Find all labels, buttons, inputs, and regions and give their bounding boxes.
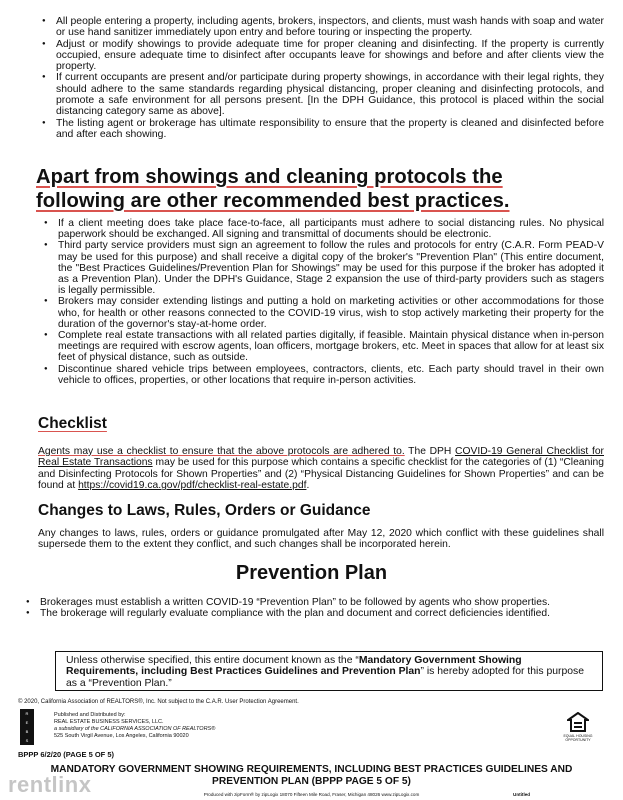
prevention-plan-heading: Prevention Plan bbox=[235, 562, 388, 584]
best-practices-list bbox=[36, 218, 604, 386]
showing-protocols-list bbox=[34, 16, 604, 140]
untitled-label: Untitled bbox=[513, 792, 531, 797]
produced-by-line: Produced with zipForm® by zipLogix 18070 Fifteen Mile Road, Fraser, Michigan 48026 www.zipLogix.com bbox=[203, 792, 420, 797]
footer-title-line: MANDATORY GOVERNMENT SHOWING REQUIREMENTS, INCLUDING BEST PRACTICES GUIDELINES AND bbox=[50, 764, 573, 775]
logo-letter: B bbox=[25, 729, 29, 734]
footer-title bbox=[0, 764, 623, 787]
prevention-plan-list bbox=[18, 597, 604, 620]
notice-text: Unless otherwise specified, this entire document known as the “ bbox=[66, 655, 359, 666]
list-item: ● The brokerage will regularly evaluate compliance with the plan and document and correct deficiencies identified. bbox=[18, 608, 604, 619]
logo-letter: S bbox=[25, 738, 29, 743]
copyright-notice: © 2020, California Association of REALTORS®, Inc. Not subject to the C.A.R. User Protection Agreement. bbox=[18, 699, 299, 705]
checklist-heading: Checklist bbox=[38, 415, 107, 432]
list-item: ● Brokerages must establish a written COVID-19 “Prevention Plan” to be followed by agents who show properties. bbox=[18, 597, 604, 608]
form-code: BPPP 6/2/20 (PAGE 5 OF 5) bbox=[18, 750, 115, 759]
notice-bold-text: Mandatory Government Showing Requirements, including Best Practices Guidelines and Prevention Plan bbox=[66, 655, 522, 678]
dph-checklist-link[interactable]: COVID-19 General Checklist for Real Estate Transactions bbox=[38, 446, 604, 469]
publisher-line: Published and Distributed by: bbox=[54, 712, 126, 718]
footer-title-line: PREVENTION PLAN (BPPP PAGE 5 OF 5) bbox=[212, 775, 411, 787]
logo-letter: R bbox=[25, 711, 29, 716]
logo-letter: E bbox=[25, 720, 29, 725]
publisher-info bbox=[54, 712, 215, 740]
checklist-text: may be used for this purpose which contains a specific checklist for the categories of (1) “Cleaning and Disinfecting Protocols for Shown Properties” and (2) “Physical Distancing Guidelines for Shown Properties” and can be found at bbox=[38, 457, 604, 492]
publisher-line: 525 South Virgil Avenue, Los Angeles, California 90020 bbox=[54, 733, 189, 739]
notice-text: ” is hereby adopted for this purpose as a “Prevention Plan.” bbox=[66, 666, 584, 689]
checklist-text: The DPH bbox=[404, 446, 456, 457]
list-item: ● If a client meeting does take place face-to-face, all participants must adhere to social distancing rules. No physical paperwork should be exchanged. All signing and transmittal of documents should be electronic. bbox=[36, 218, 604, 240]
rentlinx-watermark: rentlinx bbox=[8, 772, 92, 797]
list-item: ● Third party service providers must sign an agreement to follow the rules and protocols for entry (C.A.R. Form PEAD-V may be used for this purpose) and shall receive a digital copy of the broker's "Prevention Plan" (This entire document, the "Best Practices Guidelines/Prevention Plan for Showings" may be used for this purpose if the broker has adopted it as a Prevention Plan). Under the DPH's Guidance, Stage 2 expansion the use of third-party providers such as stagers is legally permissible. bbox=[36, 240, 604, 296]
list-item: ● If current occupants are present and/or participate during property showings, in accordance with their legal rights, they should adhere to the same standards regarding physical distancing, proper cleaning and disinfecting protocols, and promote a safe environment for all persons present. [In the DPH Guidance, this protocol is placed within the social distancing category same as above]. bbox=[34, 72, 604, 117]
checklist-paragraph bbox=[38, 446, 604, 492]
list-item: ● All people entering a property, including agents, brokers, inspectors, and clients, must wash hands with soap and water or use hand sanitizer immediately upon entry and before touring or inspecting the property. bbox=[34, 16, 604, 39]
publisher-line: a subsidiary of the CALIFORNIA ASSOCIATION OF REALTORS® bbox=[54, 726, 216, 732]
changes-heading: Changes to Laws, Rules, Orders or Guidance bbox=[38, 502, 371, 519]
list-item: ● Brokers may consider extending listings and putting a hold on marketing activities or other accommodations for those who, for health or other reasons connected to the COVID-19 virus, wish to stop actively marketing their property for the duration of the governor's stay-at-home order. bbox=[36, 296, 604, 330]
list-item: ● The listing agent or brokerage has ultimate responsibility to ensure that the property is cleaned and disinfected before and after each showing. bbox=[34, 118, 604, 141]
checklist-url-link[interactable]: https://covid19.ca.gov/pdf/checklist-real-estate.pdf bbox=[78, 480, 307, 492]
best-practices-heading: Apart from showings and cleaning protocols the following are other recommended best practices. bbox=[36, 166, 510, 212]
equal-housing-caption: EQUAL HOUSING OPPORTUNITY bbox=[563, 734, 593, 742]
checklist-intro: Agents may use a checklist to ensure that the above protocols are adhered to. bbox=[38, 446, 405, 457]
changes-paragraph: Any changes to laws, rules, orders or guidance promulgated after May 12, 2020 which conflict with these guidelines shall supersede them to the extent they conflict, and such changes shall be incorporated herein. bbox=[38, 528, 604, 551]
list-item: ● Complete real estate transactions with all related parties digitally, if feasible. Maintain physical distance when in-person meetings are required with escrow agents, loan officers, mortgage brokers, etc. Meet in spaces that allow for at least six feet of physical distance, such as outside. bbox=[36, 330, 604, 364]
equal-housing-icon bbox=[567, 712, 589, 732]
rebs-logo bbox=[20, 709, 34, 745]
list-item: ● Adjust or modify showings to provide adequate time for proper cleaning and disinfecting. If the property is currently occupied, ensure adequate time to disinfect after occupants leave for showings and before and after clients view the property. bbox=[34, 39, 604, 73]
list-item: ● Discontinue shared vehicle trips between employees, contractors, clients, etc. Each party should travel in their own vehicle to offices, properties, or other locations that require in-person activities. bbox=[36, 364, 604, 386]
publisher-line: REAL ESTATE BUSINESS SERVICES, LLC. bbox=[54, 719, 164, 725]
checklist-text: . bbox=[306, 480, 310, 492]
prevention-plan-notice-box bbox=[55, 651, 603, 691]
